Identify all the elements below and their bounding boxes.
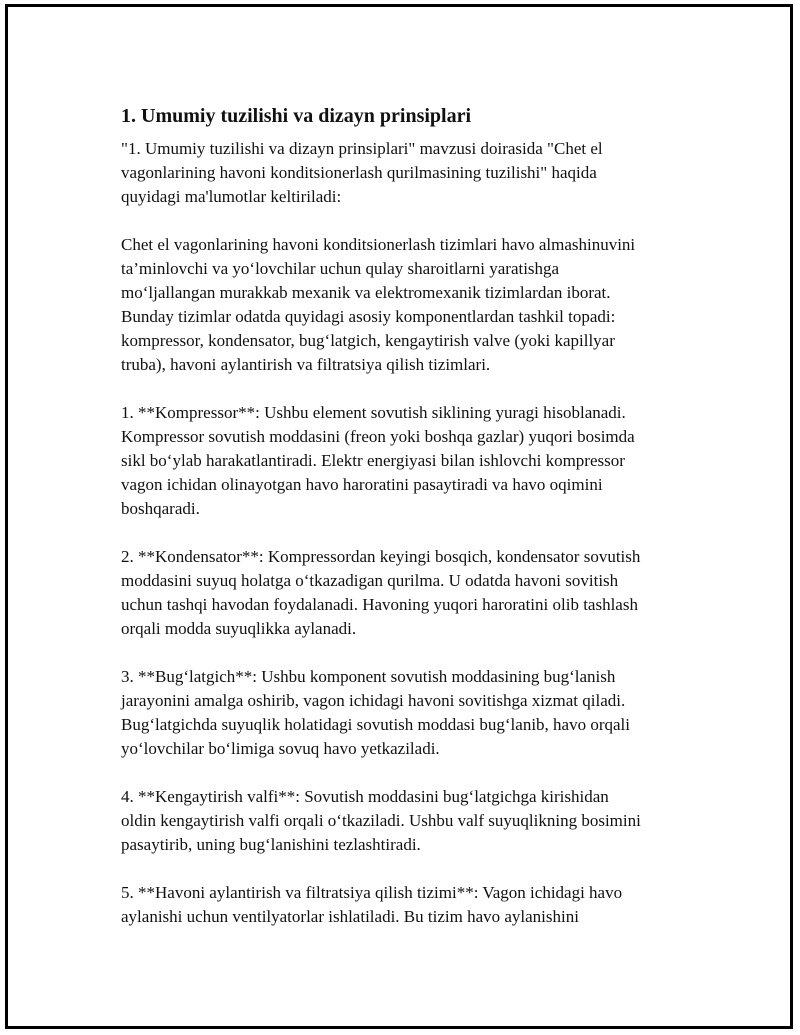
paragraph-evaporator: 3. **Bug‘latgich**: Ushbu komponent sovutish moddasining bug‘lanish jarayonini amalga oshirib, vagon ichidagi havoni sovitishga xizmat qiladi. Bug‘latgichda suyuqlik holatidagi sovutish moddasi bug‘lanib, havo orqali yo‘lovchilar bo‘limiga sovuq havo yetkaziladi. [121, 667, 630, 758]
paragraph-air-circulation: 5. **Havoni aylantirish va filtratsiya qilish tizimi**: Vagon ichidagi havo aylanishi uchun ventilyatorlar ishlatiladi. Bu tizim havo aylanishini [121, 883, 623, 926]
paragraph-gap [121, 209, 701, 233]
document-body [121, 103, 701, 929]
paragraph-intro: "1. Umumiy tuzilishi va dizayn prinsiplari" mavzusi doirasida "Chet el vagonlarining havoni konditsionerlash qurilmasining tuzilishi" haqida quyidagi ma'lumotlar keltiriladi: [121, 139, 603, 206]
paragraph-expansion-valve: 4. **Kengaytirish valfi**: Sovutish moddasini bug‘latgichga kirishidan oldin kengaytirish valfi orqali o‘tkaziladi. Ushbu valf suyuqlikning bosimini pasaytirib, uning bug‘lanishini tezlashtiradi. [121, 787, 641, 854]
page-frame [5, 4, 793, 1029]
paragraph-gap [121, 857, 701, 881]
paragraph-gap [121, 761, 701, 785]
paragraph-compressor: 1. **Kompressor**: Ushbu element sovutish siklining yuragi hisoblanadi. Kompressor sovutish moddasini (freon yoki boshqa gazlar) yuqori bosimda sikl bo‘ylab harakatlantiradi. Elektr energiyasi bilan ishlovchi kompressor vagon ichidan olinayotgan havo haroratini pasaytiradi va havo oqimini boshqaradi. [121, 403, 635, 518]
paragraph-gap [121, 521, 701, 545]
paragraph-gap [121, 641, 701, 665]
paragraph-gap [121, 377, 701, 401]
document-title: 1. Umumiy tuzilishi va dizayn prinsiplari [121, 105, 472, 127]
paragraph-condenser: 2. **Kondensator**: Kompressordan keyingi bosqich, kondensator sovutish moddasini suyuq holatga o‘tkazadigan qurilma. U odatda havoni sovitish uchun tashqi havodan foydalanadi. Havoning yuqori haroratini olib tashlash orqali modda suyuqlikka aylanadi. [121, 547, 641, 638]
paragraph-overview: Chet el vagonlarining havoni konditsionerlash tizimlari havo almashinuvini ta’minlovchi va yo‘lovchilar uchun qulay sharoitlarni yaratishga mo‘ljallangan murakkab mexanik va elektromexanik tizimlardan iborat. Bunday tizimlar odatda quyidagi asosiy komponentlardan tashkil topadi: kompressor, kondensator, bug‘latgich, kengaytirish valve (yoki kapillyar truba), havoni aylantirish va filtratsiya qilish tizimlari. [121, 235, 636, 374]
